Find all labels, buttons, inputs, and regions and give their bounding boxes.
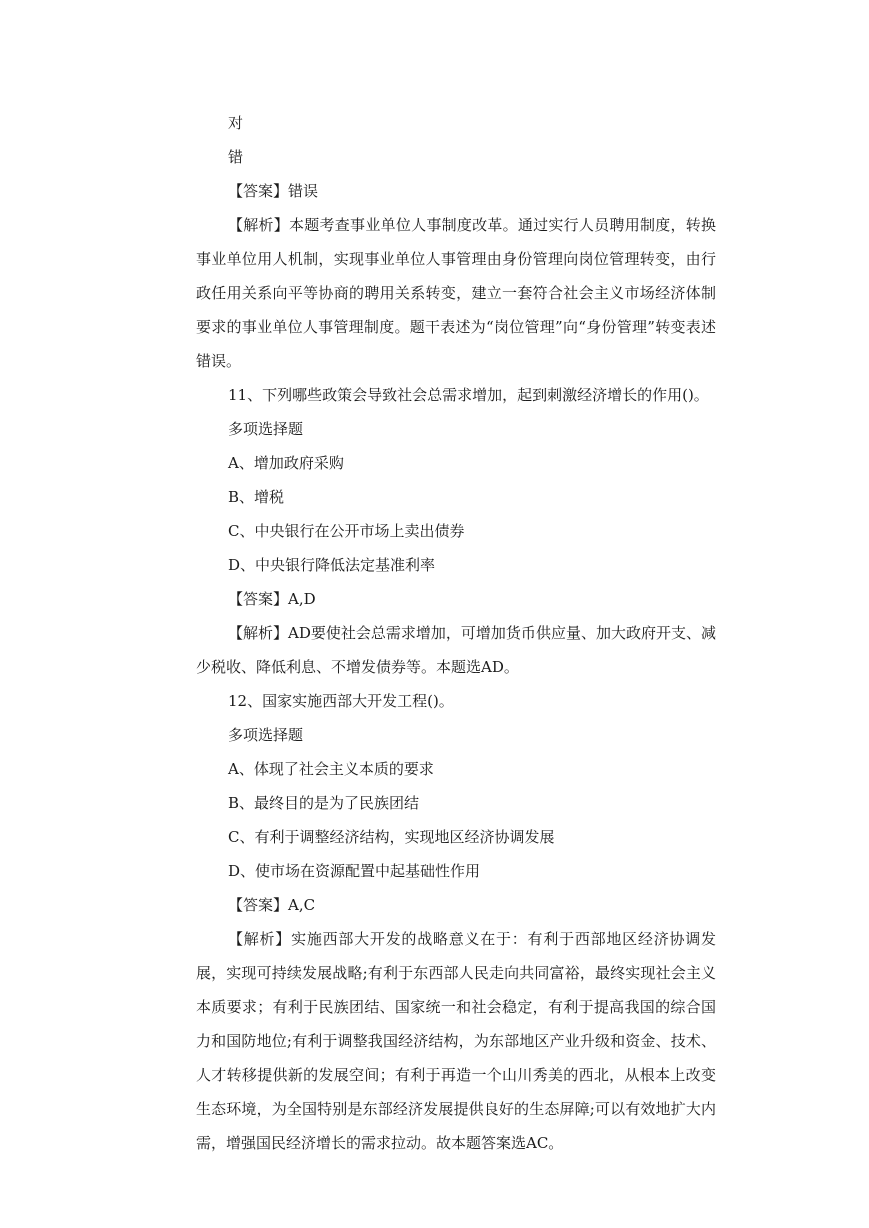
analysis-10: 【解析】本题考查事业单位人事制度改革。通过实行人员聘用制度，转换事业单位用人机制，实现事业单位人事管理由身份管理向岗位管理转变，由行政任用关系向平等协商的聘用关系转变，建立一套符合社会主义市场经济体制要求的事业单位人事管理制度。题干表述为“岗位管理”向“身份管理”转变表述错误。 <box>196 216 716 370</box>
question-type-11: 多项选择题 <box>228 420 304 438</box>
question-12: 12、国家实施西部大开发工程()。 <box>228 692 454 710</box>
option-12-a: A、体现了社会主义本质的要求 <box>228 760 434 778</box>
option-11-b: B、增税 <box>228 488 285 506</box>
document-content <box>196 106 716 1160</box>
question-type-12: 多项选择题 <box>228 726 304 744</box>
option-12-b: B、最终目的是为了民族团结 <box>228 794 420 812</box>
analysis-11: 【解析】AD要使社会总需求增加，可增加货币供应量、加大政府开支、减少税收、降低利息、不增发债券等。本题选AD。 <box>196 624 716 676</box>
option-11-d: D、中央银行降低法定基准利率 <box>228 556 436 574</box>
question-11: 11、下列哪些政策会导致社会总需求增加，起到刺激经济增长的作用()。 <box>228 386 709 404</box>
analysis-12: 【解析】实施西部大开发的战略意义在于：有利于西部地区经济协调发展，实现可持续发展战略;有利于东西部人民走向共同富裕，最终实现社会主义本质要求；有利于民族团结、国家统一和社会稳定，有利于提高我国的综合国力和国防地位;有利于调整我国经济结构，为东部地区产业升级和资金、技术、人才转移提供新的发展空间；有利于再造一个山川秀美的西北，从根本上改变生态环境，为全国特别是东部经济发展提供良好的生态屏障;可以有效地扩大内需，增强国民经济增长的需求拉动。故本题答案选AC。 <box>196 930 716 1152</box>
option-12-c: C、有利于调整经济结构，实现地区经济协调发展 <box>228 828 555 846</box>
option-12-d: D、使市场在资源配置中起基础性作用 <box>228 862 481 880</box>
answer-12: 【答案】A,C <box>228 896 316 914</box>
answer-11: 【答案】A,D <box>228 590 316 608</box>
option-11-c: C、中央银行在公开市场上卖出债券 <box>228 522 465 540</box>
answer-10: 【答案】错误 <box>228 182 319 200</box>
option-true: 对 <box>228 114 244 132</box>
option-false: 错 <box>228 148 244 166</box>
option-11-a: A、增加政府采购 <box>228 454 344 472</box>
